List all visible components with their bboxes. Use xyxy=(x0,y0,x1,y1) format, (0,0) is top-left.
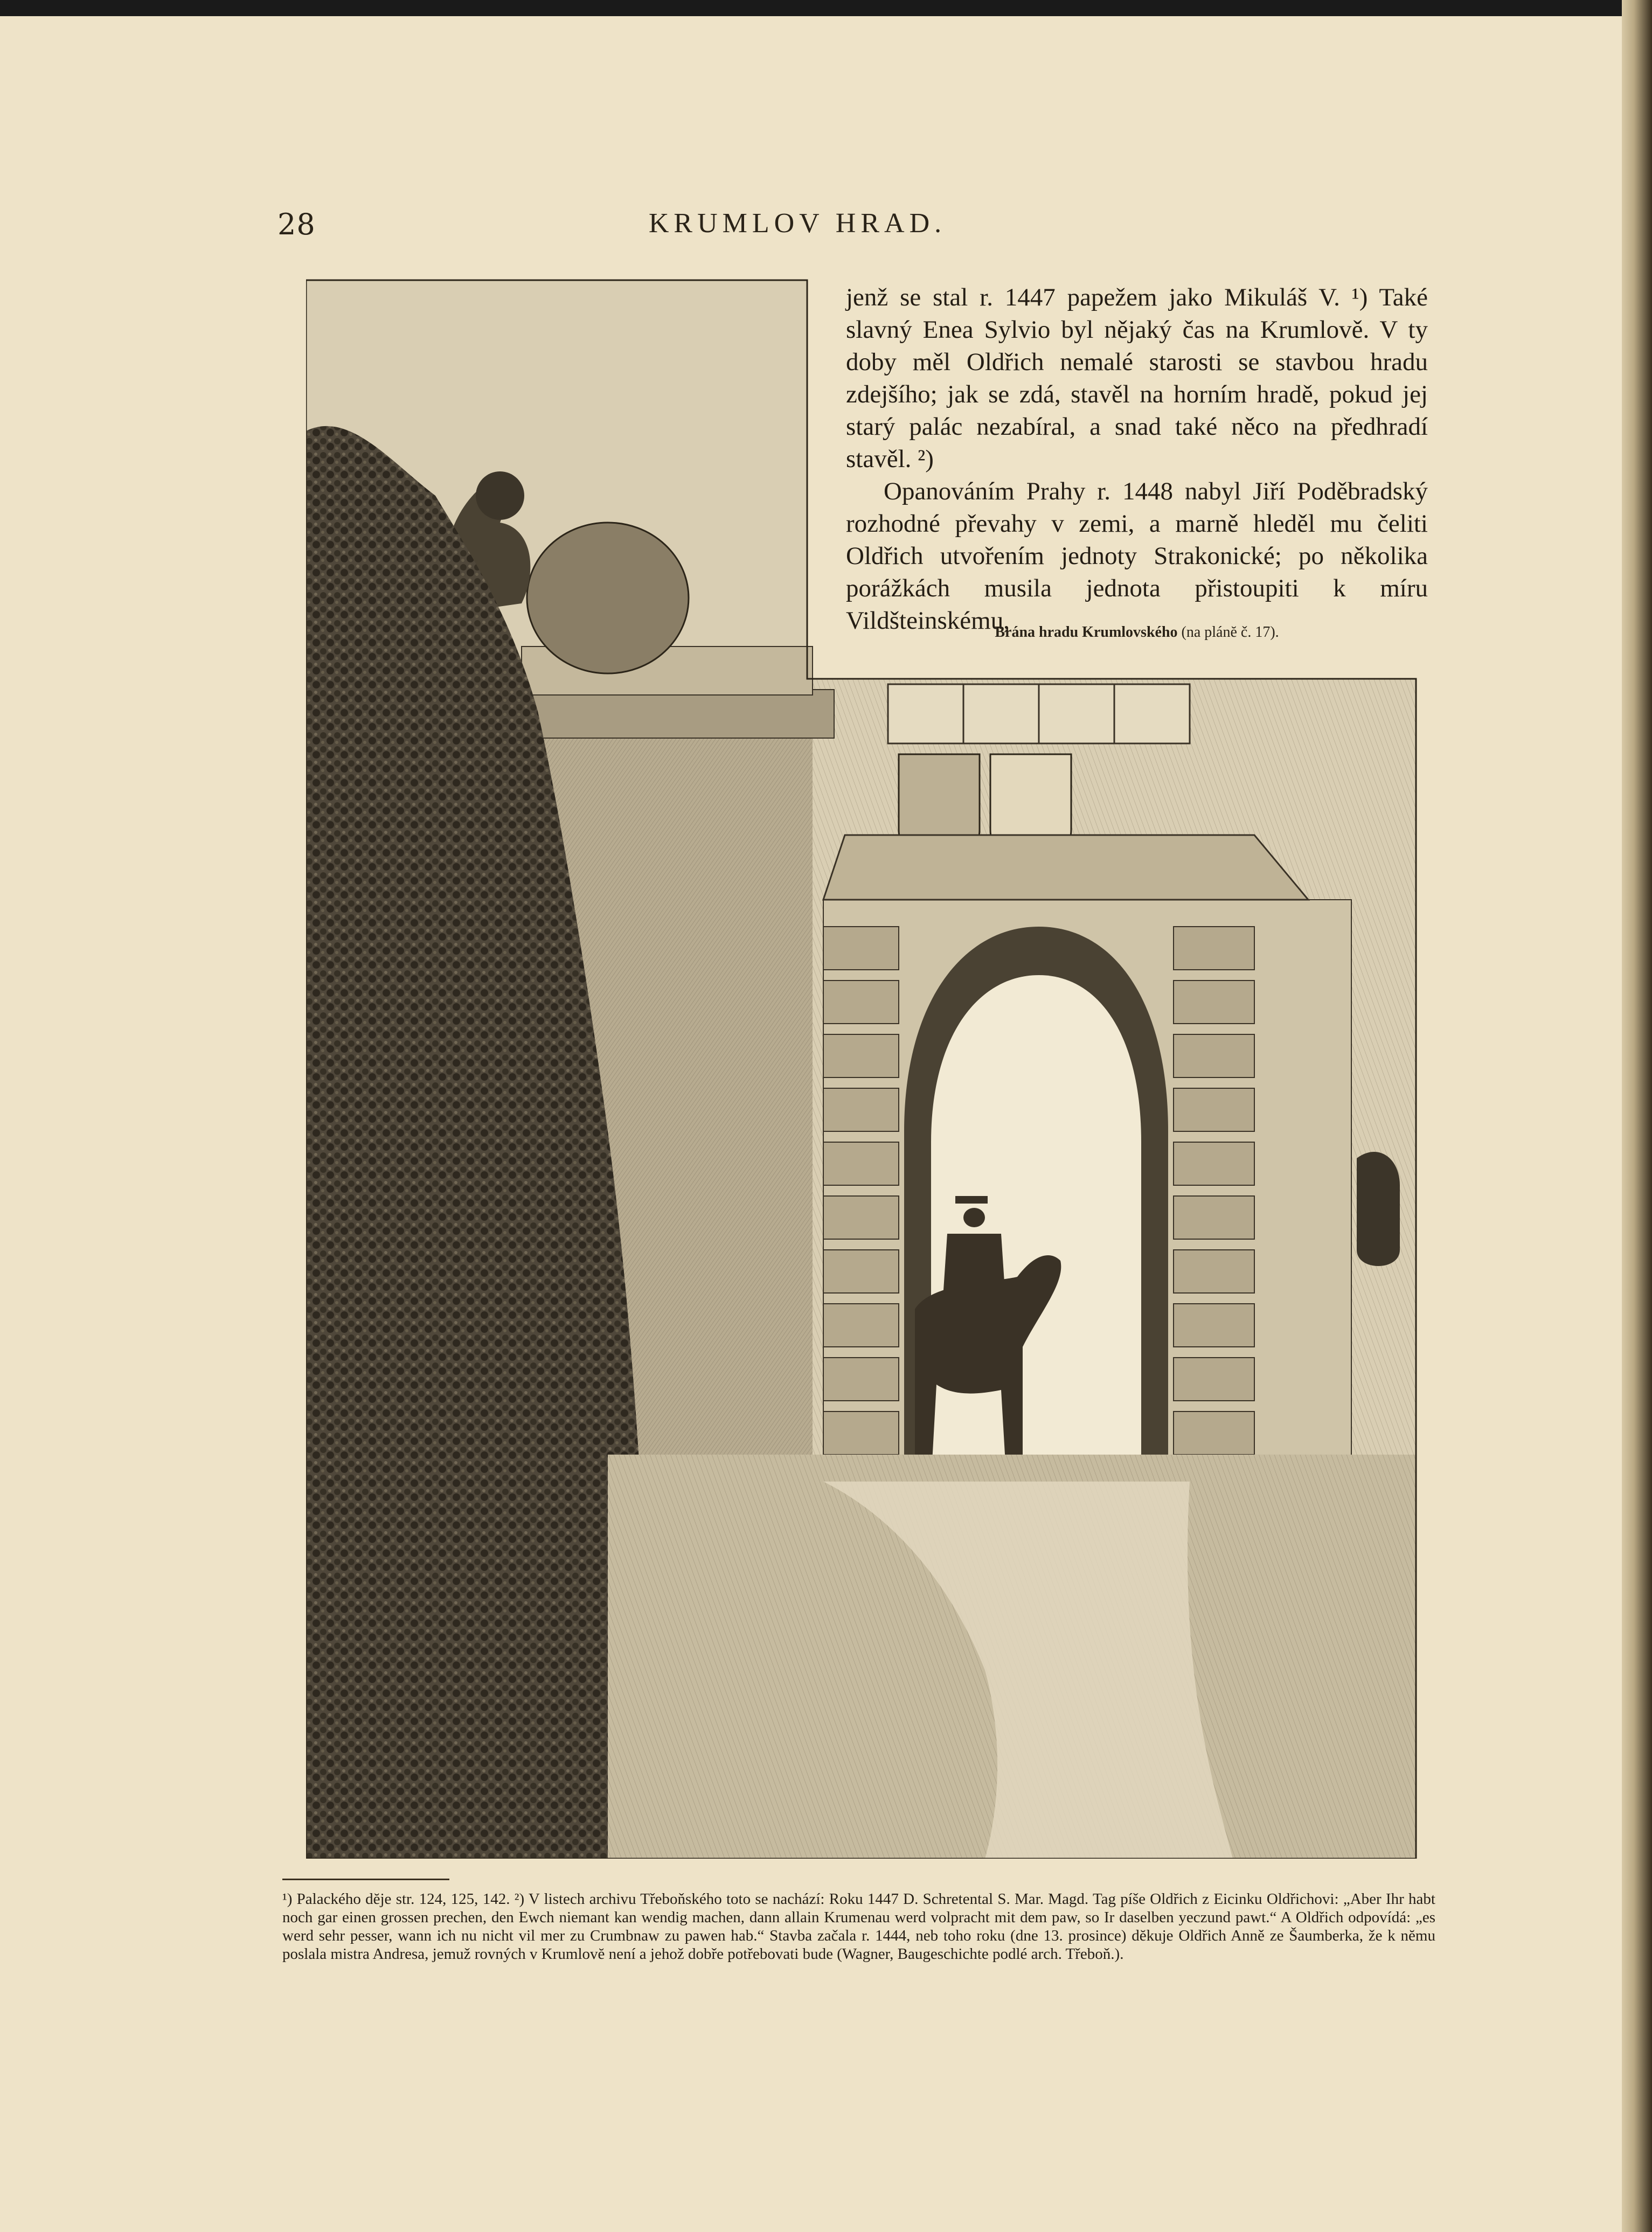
footnotes xyxy=(282,1890,1435,1963)
footnote-text: ¹) Palackého dĕje str. 124, 125, 142. ²) V listech archivu Třeboňského toto se nachází: Roku 1447 D. Schretental S. Mar. Magd. Tag píše Oldřich z Eicinku Oldřichovi: „Aber Ihr habt noch gar einen grossen prechen, den Ewch niemant kan wendig machen, dann allain Krumenau werd volpracht mit dem paw, so Ir daselben yeczund pawt.“ A Oldřich odpovídá: „es werd sehr pesser, wann ich nu nicht vil mer zu Crumbnaw zu pawen hab.“ Stavba začala r. 1444, neb toho roku (dne 13. prosince) dĕkuje Oldřich Anně ze Šaumberka, že k nĕmu poslala mistra Andresa, jemuž rovných v Krumlovĕ není a jehož dobře potřebovati bude (Wagner, Baugeschichte podlé arch. Třeboň.). xyxy=(282,1890,1435,1963)
book-page xyxy=(0,16,1622,2232)
footnote-rule xyxy=(282,1879,449,1880)
page-number: 28 xyxy=(277,207,316,241)
caption-title: Brána hradu Krumlovského xyxy=(995,624,1178,641)
body-paragraph: jenž se stal r. 1447 papežem jako Mikuláš V. ¹) Také slavný Enea Sylvio byl nějaký čas na Krumlově. V ty doby měl Oldřich nemalé starosti se stavbou hradu zdejšího; jak se zdá, stavěl na horním hradě, pokud jej starý palác nezabíral, a snad také něco na předhradí stavěl. ²) xyxy=(846,283,1428,473)
illustration-caption xyxy=(846,624,1428,641)
running-head: KRUMLOV HRAD. xyxy=(648,208,947,239)
page-edge xyxy=(1622,0,1652,2232)
body-paragraph: Opanováním Prahy r. 1448 nabyl Jiří Poděbradský rozhodné převahy v zemi, a marně hleděl mu čeliti Oldřich utvořením jednoty Strakonické; po několika porážkách musila jednota přistoupiti k míru Vildšteinskému, xyxy=(846,477,1428,635)
body-text xyxy=(846,281,1428,637)
caption-reference: (na plánĕ č. 17). xyxy=(1177,624,1279,641)
